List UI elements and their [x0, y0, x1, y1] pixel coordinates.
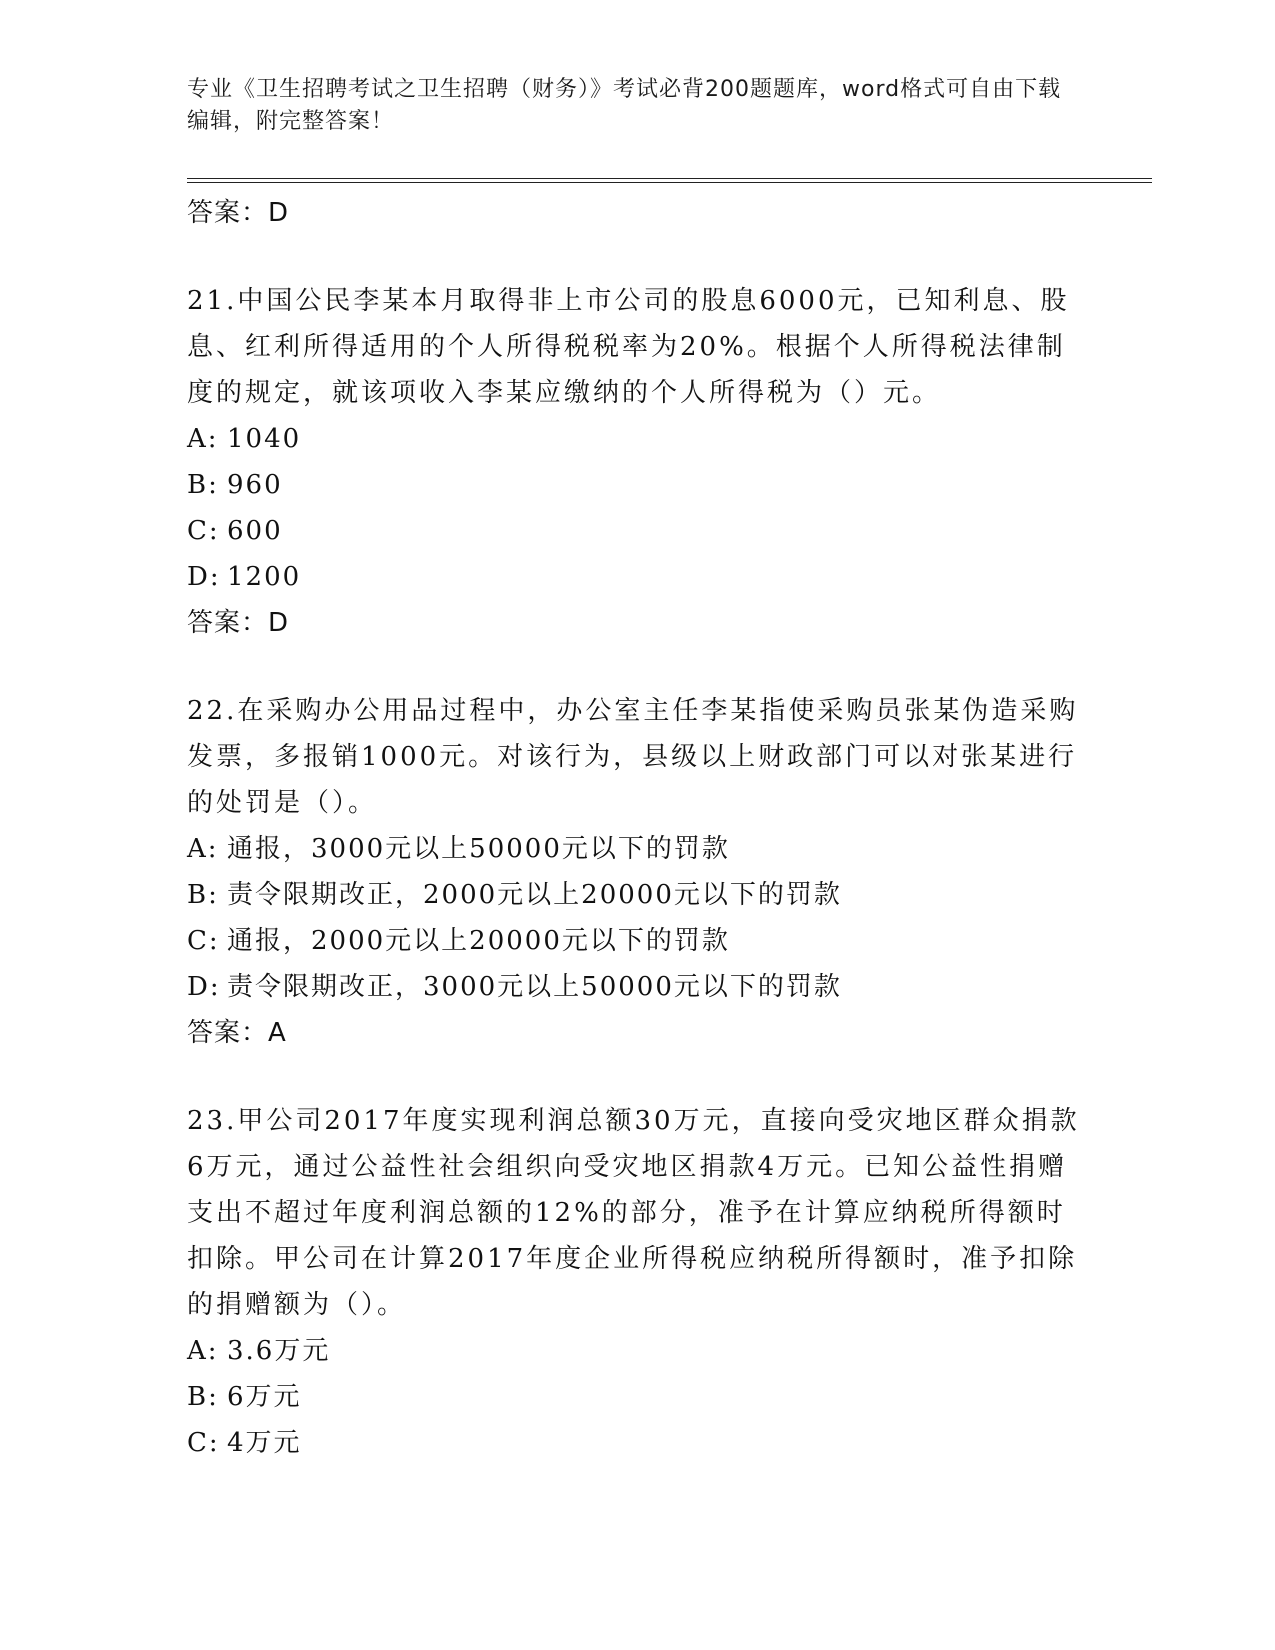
- option-text: 600: [227, 516, 283, 546]
- document-header: 专业《卫生招聘考试之卫生招聘（财务）》考试必背200题题库，word格式可自由下载编辑，附完整答案！: [187, 77, 1062, 134]
- question-text: 23.甲公司2017年度实现利润总额30万元，直接向受灾地区群众捐款6万元，通过公益性社会组织向受灾地区捐款4万元。已知公益性捐赠支出不超过年度利润总额的12%的部分，准予在计算应纳税所得额时扣除。甲公司在计算2017年度企业所得税应纳税所得额时，准予扣除的捐赠额为（）。: [187, 1106, 1080, 1320]
- header-divider-bottom: [187, 182, 1152, 183]
- option-b: [187, 462, 1082, 508]
- option-c: [187, 918, 1082, 964]
- question-block: [187, 1098, 1082, 1466]
- option-text: 1040: [227, 424, 302, 454]
- option-text: 1200: [227, 562, 302, 592]
- option-text: 3.6万元: [227, 1336, 331, 1366]
- question-list: [187, 190, 1082, 1466]
- option-key: B:: [187, 880, 219, 910]
- option-key: C:: [187, 516, 220, 546]
- option-c: [187, 1420, 1082, 1466]
- question-block: [187, 278, 1082, 646]
- option-d: [187, 964, 1082, 1010]
- option-text: 6万元: [227, 1382, 302, 1412]
- header-divider-top: [187, 178, 1152, 179]
- option-c: [187, 508, 1082, 554]
- option-key: A:: [187, 1336, 219, 1366]
- option-text: 通报，3000元以上50000元以下的罚款: [227, 834, 730, 864]
- option-text: 4万元: [227, 1428, 302, 1458]
- answer-line: 答案：D: [187, 198, 290, 228]
- option-text: 960: [227, 470, 283, 500]
- option-a: [187, 1328, 1082, 1374]
- option-d: [187, 554, 1082, 600]
- option-key: A:: [187, 424, 219, 454]
- option-b: [187, 872, 1082, 918]
- option-a: [187, 826, 1082, 872]
- option-key: D:: [187, 562, 221, 592]
- option-key: A:: [187, 834, 219, 864]
- answer-line: 答案：A: [187, 1018, 287, 1048]
- option-text: 责令限期改正，3000元以上50000元以下的罚款: [227, 972, 842, 1002]
- option-key: B:: [187, 470, 219, 500]
- option-key: D:: [187, 972, 221, 1002]
- option-key: B:: [187, 1382, 219, 1412]
- option-text: 责令限期改正，2000元以上20000元以下的罚款: [227, 880, 842, 910]
- option-b: [187, 1374, 1082, 1420]
- answer-line: 答案：D: [187, 608, 290, 638]
- question-text: 22.在采购办公用品过程中，办公室主任李某指使采购员张某伪造采购发票，多报销1000元。对该行为，县级以上财政部门可以对张某进行的处罚是（）。: [187, 696, 1079, 818]
- question-block: [187, 688, 1082, 1056]
- question-text: 21.中国公民李某本月取得非上市公司的股息6000元，已知利息、股息、红利所得适用的个人所得税税率为20%。根据个人所得税法律制度的规定，就该项收入李某应缴纳的个人所得税为（）元。: [187, 286, 1070, 408]
- option-a: [187, 416, 1082, 462]
- option-text: 通报，2000元以上20000元以下的罚款: [227, 926, 730, 956]
- option-key: C:: [187, 1428, 220, 1458]
- option-key: C:: [187, 926, 220, 956]
